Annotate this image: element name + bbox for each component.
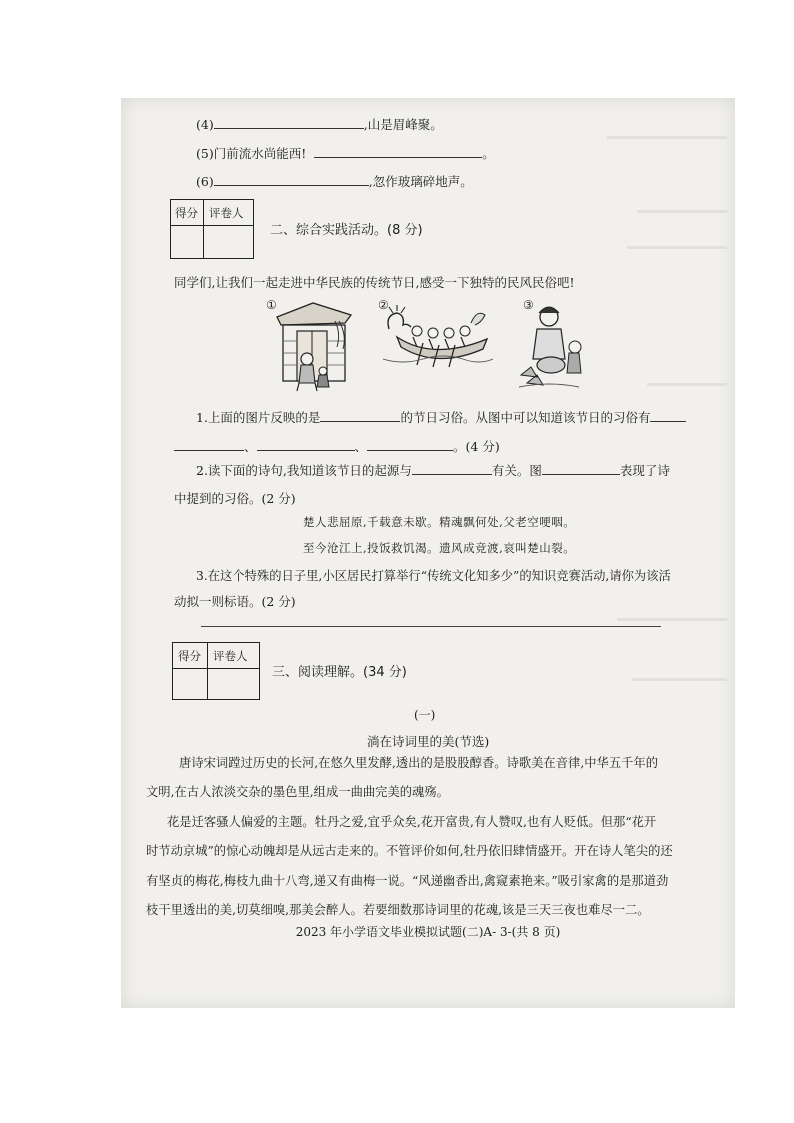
passage-line: 唐诗宋词蹚过历史的长河,在悠久里发酵,透出的是股股醇香。诗歌美在音律,中华五千年的 — [179, 756, 659, 770]
section-title: 二、综合实践活动。(8 分) — [270, 223, 423, 238]
divider — [207, 643, 208, 699]
exam-page — [121, 98, 735, 1008]
poem-fill-4 — [196, 115, 443, 133]
section-title: 三、阅读理解。(34 分) — [272, 665, 407, 680]
poem-line: 楚人悲屈原,千载意未歇。精魂飘何处,父老空哽咽。 — [303, 515, 576, 529]
answer-blank[interactable] — [257, 439, 355, 451]
answer-blank[interactable] — [214, 117, 364, 129]
question-2-line2: 中提到的习俗。(2 分) — [174, 491, 296, 506]
divider — [173, 668, 259, 669]
picture-hanging-mugwort — [273, 301, 355, 393]
answer-blank[interactable] — [214, 174, 369, 186]
score-label: 得分 — [175, 206, 198, 220]
answer-blank[interactable] — [174, 439, 244, 451]
picture-number: ② — [378, 298, 389, 312]
bleed-through-mark — [632, 678, 727, 681]
passage-paragraph-1 — [146, 749, 716, 808]
poem-text: 门前流水尚能西! — [213, 146, 307, 161]
question-text: 有关。图 — [491, 463, 542, 478]
passage-line: 枝干里透出的美,切莫细嗅,那美会醉人。若要细数那诗词里的花魂,该是三天三夜也难尽一二。 — [146, 902, 650, 917]
question-3: 3.在这个特殊的日子里,小区居民打算举行“传统文化知多少”的知识竞赛活动,请你为该活 — [196, 569, 671, 583]
poem-fill-5 — [196, 144, 495, 162]
picture-making-zongzi — [517, 303, 589, 389]
poem-line: 至今沧江上,投饭救饥渴。遗风成竞渡,哀叫楚山裂。 — [303, 541, 576, 555]
question-text: 2.读下面的诗句,我知道该节日的起源与 — [196, 463, 412, 478]
passage-paragraph-2 — [146, 808, 716, 925]
score-box — [172, 642, 260, 700]
separator: 、 — [354, 439, 368, 454]
question-1 — [196, 408, 686, 426]
question-2 — [196, 461, 670, 479]
grader-label: 评卷人 — [213, 649, 248, 663]
bleed-through-mark — [617, 618, 727, 621]
item-number: (5) — [196, 146, 214, 161]
item-number: (6) — [196, 174, 214, 189]
page-footer: 2023 年小学语文毕业模拟试题(二)A- 3-(共 8 页) — [295, 925, 561, 939]
poem-text: ,忽作玻璃碎地声。 — [368, 174, 473, 189]
score-label: 得分 — [178, 649, 201, 663]
answer-blank[interactable] — [320, 410, 400, 422]
picture-number: ① — [266, 298, 277, 312]
bleed-through-mark — [637, 210, 727, 213]
answer-blank[interactable] — [542, 463, 620, 475]
passage-number: (一) — [414, 708, 436, 722]
question-text: 1.上面的图片反映的是 — [196, 410, 321, 425]
question-points: 。(4 分) — [453, 439, 500, 454]
picture-number: ③ — [523, 298, 534, 312]
score-box — [170, 199, 254, 259]
article-title: 淌在诗词里的美(节选) — [367, 734, 490, 749]
question-text: 的节日习俗。从图中可以知道该节日的习俗有 — [400, 410, 651, 425]
poem-text: 。 — [482, 146, 495, 161]
item-number: (4) — [196, 117, 214, 132]
picture-dragon-boat — [383, 303, 493, 373]
answer-blank[interactable] — [367, 439, 453, 451]
passage-line: 有坚贞的梅花,梅枝九曲十八弯,递又有曲梅一说。“风递幽香出,禽窥素艳来。”吸引家禽的是那道劲 — [146, 873, 669, 888]
poem-text: ,山是眉峰聚。 — [363, 117, 443, 132]
grader-label: 评卷人 — [209, 206, 244, 220]
section-intro: 同学们,让我们一起走进中华民族的传统节日,感受一下独特的民风民俗吧! — [174, 275, 575, 290]
bleed-through-mark — [647, 383, 727, 386]
divider — [171, 225, 253, 226]
passage-line: 文明,在古人浓淡交杂的墨色里,组成一曲曲完美的魂殇。 — [146, 785, 449, 800]
passage-line: 花是迁客骚人偏爱的主题。牡丹之爱,宜乎众矣,花开富贵,有人赞叹,也有人贬低。但那“花开 — [167, 815, 657, 829]
answer-blank[interactable] — [650, 410, 686, 422]
bleed-through-mark — [627, 246, 727, 249]
bleed-through-mark — [607, 136, 727, 139]
passage-line: 时节动京城”的惊心动魄却是从远古走来的。不管评价如何,牡丹依旧肆情盛开。开在诗人笔尖的还 — [146, 844, 673, 859]
question-3-line2: 动拟一则标语。(2 分) — [174, 594, 296, 609]
divider — [203, 200, 204, 258]
question-text: 表现了诗 — [619, 463, 670, 478]
separator: 、 — [244, 439, 257, 454]
answer-blank[interactable] — [314, 146, 482, 158]
question-1-line2 — [174, 437, 500, 455]
answer-line[interactable] — [201, 626, 661, 627]
poem-fill-6 — [196, 172, 473, 190]
answer-blank[interactable] — [412, 463, 492, 475]
